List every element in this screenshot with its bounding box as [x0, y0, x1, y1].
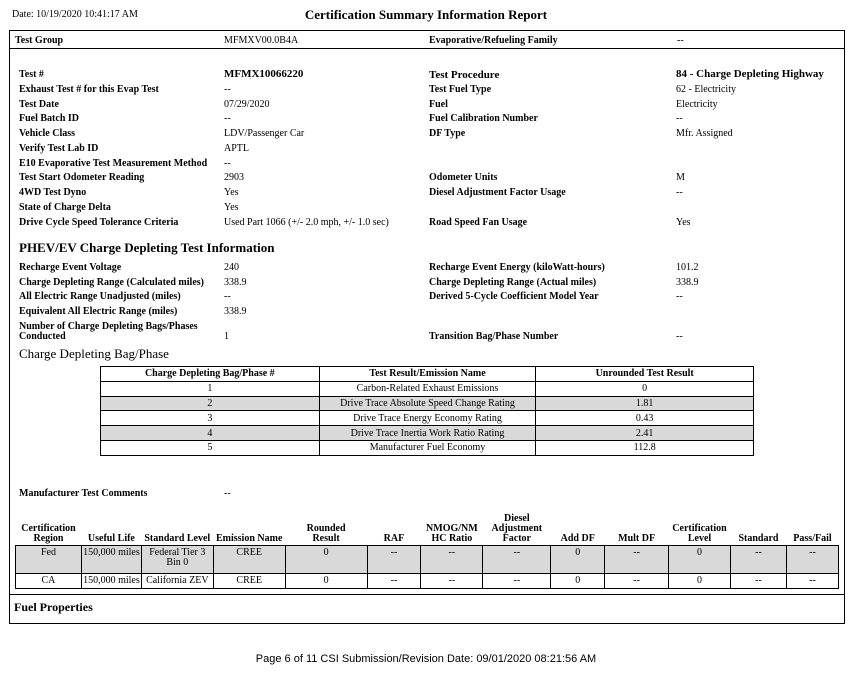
bag-section-title: Charge Depleting Bag/Phase — [19, 346, 169, 361]
table-cell: 3 — [101, 411, 320, 426]
table-header-row — [101, 367, 754, 382]
field-value: 2903 — [224, 172, 244, 183]
field-label: State of Charge Delta — [19, 202, 111, 213]
table-row — [101, 411, 754, 426]
field-label: Verify Test Lab ID — [19, 143, 99, 154]
table-cell: CA — [16, 574, 82, 589]
fuel-properties-heading: Fuel Properties — [14, 600, 93, 614]
field-value: MFMX10066220 — [224, 68, 304, 80]
table-row — [101, 381, 754, 396]
comments-value: -- — [224, 488, 231, 499]
table-cell: Manufacturer Fuel Economy — [319, 440, 536, 455]
field-value: Mfr. Assigned — [676, 128, 733, 139]
report-date: Date: 10/19/2020 10:41:17 AM — [12, 9, 138, 20]
table-cell: -- — [421, 574, 483, 589]
field-value: LDV/Passenger Car — [224, 128, 305, 139]
column-header: Standard Level — [144, 533, 211, 544]
table-row — [101, 440, 754, 455]
table-cell: Drive Trace Absolute Speed Change Rating — [319, 396, 536, 411]
table-cell: 0 — [285, 546, 367, 574]
table-cell: -- — [367, 574, 421, 589]
phev-section-title: PHEV/EV Charge Depleting Test Information — [19, 240, 275, 255]
field-label: Vehicle Class — [19, 128, 76, 139]
table-cell: -- — [731, 546, 787, 574]
test-group-label: Test Group — [15, 35, 64, 46]
field-value: -- — [676, 331, 683, 342]
comments-label: Manufacturer Test Comments — [19, 488, 148, 499]
divider — [9, 594, 845, 595]
table-cell: 0 — [669, 546, 731, 574]
field-label: Test # — [19, 69, 44, 80]
table-cell: Fed — [16, 546, 82, 574]
field-label: Number of Charge Depleting Bags/Phases — [19, 321, 198, 332]
field-label: Fuel — [429, 99, 448, 110]
field-value: -- — [676, 291, 683, 302]
field-value: 62 - Electricity — [676, 84, 736, 95]
report-title: Certification Summary Information Report — [304, 7, 548, 22]
field-value: -- — [676, 187, 683, 198]
table-cell: 1.81 — [536, 396, 754, 411]
table-cell: -- — [605, 546, 669, 574]
field-label: Equivalent All Electric Range (miles) — [19, 306, 178, 317]
field-value: Electricity — [676, 99, 718, 110]
table-cell: 2 — [101, 396, 320, 411]
test-group-value: MFMXV00.0B4A — [224, 35, 299, 46]
column-header: Pass/Fail — [793, 533, 832, 544]
field-value: 240 — [224, 262, 239, 273]
field-value: 84 - Charge Depleting Highway — [676, 68, 824, 80]
field-value: 101.2 — [676, 262, 699, 273]
field-label: All Electric Range Unadjusted (miles) — [19, 291, 181, 302]
field-value: 338.9 — [676, 277, 699, 288]
field-label: Test Fuel Type — [429, 84, 492, 95]
table-cell: 150,000 miles — [81, 546, 141, 574]
column-header: Diesel Adjustment Factor — [491, 513, 543, 544]
field-label: Fuel Batch ID — [19, 113, 79, 124]
table-cell: -- — [605, 574, 669, 589]
table-cell: -- — [786, 546, 838, 574]
field-value: -- — [224, 113, 231, 124]
table-cell: 1 — [101, 381, 320, 396]
field-label: Charge Depleting Range (Calculated miles) — [19, 277, 204, 288]
field-value: Yes — [224, 187, 239, 198]
field-label: Diesel Adjustment Factor Usage — [429, 187, 566, 198]
column-header: Standard — [738, 533, 779, 544]
field-value: 07/29/2020 — [224, 99, 270, 110]
field-value: -- — [224, 84, 231, 95]
field-value: -- — [224, 291, 231, 302]
field-value: Used Part 1066 (+/- 2.0 mph, +/- 1.0 sec) — [224, 217, 389, 228]
table-cell: 0.43 — [536, 411, 754, 426]
table-cell: -- — [483, 546, 551, 574]
table-cell: 0 — [669, 574, 731, 589]
table-cell: 150,000 miles — [81, 574, 141, 589]
field-value: APTL — [224, 143, 249, 154]
column-header: Useful Life — [87, 533, 135, 544]
table-cell: 2.41 — [536, 426, 754, 441]
field-label: DF Type — [429, 128, 466, 139]
column-header: NMOG/NM HC Ratio — [426, 523, 478, 544]
divider — [9, 48, 845, 49]
field-label: Road Speed Fan Usage — [429, 217, 528, 228]
field-label: Odometer Units — [429, 172, 498, 183]
table-header-row — [16, 514, 839, 546]
column-header: Add DF — [560, 533, 595, 544]
table-cell: -- — [483, 574, 551, 589]
column-header: Unrounded Test Result — [536, 367, 754, 382]
table-row — [16, 574, 839, 589]
field-label: Derived 5-Cycle Coefficient Model Year — [429, 291, 599, 302]
table-cell: CREE — [213, 546, 285, 574]
field-label: Exhaust Test # for this Evap Test — [19, 84, 159, 95]
table-cell: -- — [786, 574, 838, 589]
field-value: -- — [224, 158, 231, 169]
table-cell: 0 — [551, 546, 605, 574]
page-footer: Page 6 of 11 CSI Submission/Revision Date: 09/01/2020 08:21:56 AM — [255, 653, 597, 665]
table-cell: 5 — [101, 440, 320, 455]
field-value: 338.9 — [224, 277, 247, 288]
table-cell: -- — [367, 546, 421, 574]
field-label: Drive Cycle Speed Tolerance Criteria — [19, 217, 179, 228]
column-header: Rounded Result — [306, 523, 346, 544]
column-header: Test Result/Emission Name — [319, 367, 536, 382]
field-label: E10 Evaporative Test Measurement Method — [19, 158, 208, 169]
field-label: Transition Bag/Phase Number — [429, 331, 559, 342]
table-cell: CREE — [213, 574, 285, 589]
field-label: Test Start Odometer Reading — [19, 172, 145, 183]
table-row — [16, 546, 839, 574]
table-cell: 0 — [285, 574, 367, 589]
column-header: Emission Name — [215, 533, 283, 544]
field-value: -- — [676, 113, 683, 124]
column-header: Charge Depleting Bag/Phase # — [101, 367, 320, 382]
evap-family-label: Evaporative/Refueling Family — [429, 35, 558, 46]
field-label: Test Date — [19, 99, 59, 110]
field-value: 338.9 — [224, 306, 247, 317]
table-cell: 4 — [101, 426, 320, 441]
table-cell: Drive Trace Energy Economy Rating — [319, 411, 536, 426]
table-cell: Federal Tier 3 Bin 0 — [141, 546, 213, 574]
table-cell: -- — [731, 574, 787, 589]
field-value: 1 — [224, 331, 229, 342]
field-value: Yes — [224, 202, 239, 213]
field-label: Recharge Event Voltage — [19, 262, 122, 273]
table-cell: 112.8 — [536, 440, 754, 455]
field-value: Yes — [676, 217, 691, 228]
field-label: Conducted — [19, 331, 66, 342]
column-header: Certification Region — [21, 523, 76, 544]
table-cell: Drive Trace Inertia Work Ratio Rating — [319, 426, 536, 441]
table-cell: 0 — [551, 574, 605, 589]
field-label: Charge Depleting Range (Actual miles) — [429, 277, 597, 288]
table-cell: 0 — [536, 381, 754, 396]
field-label: Fuel Calibration Number — [429, 113, 538, 124]
field-label: 4WD Test Dyno — [19, 187, 87, 198]
bag-phase-table — [100, 366, 754, 456]
field-label: Test Procedure — [429, 69, 500, 81]
table-row — [101, 426, 754, 441]
evap-family-value: -- — [677, 35, 684, 46]
table-row — [101, 396, 754, 411]
table-cell: -- — [421, 546, 483, 574]
column-header: RAF — [383, 533, 405, 544]
field-value: M — [676, 172, 685, 183]
certification-table — [15, 514, 839, 589]
table-cell: Carbon-Related Exhaust Emissions — [319, 381, 536, 396]
column-header: Mult DF — [618, 533, 656, 544]
field-label: Recharge Event Energy (kiloWatt-hours) — [429, 262, 605, 273]
column-header: Certification Level — [672, 523, 727, 544]
table-cell: California ZEV — [141, 574, 213, 589]
